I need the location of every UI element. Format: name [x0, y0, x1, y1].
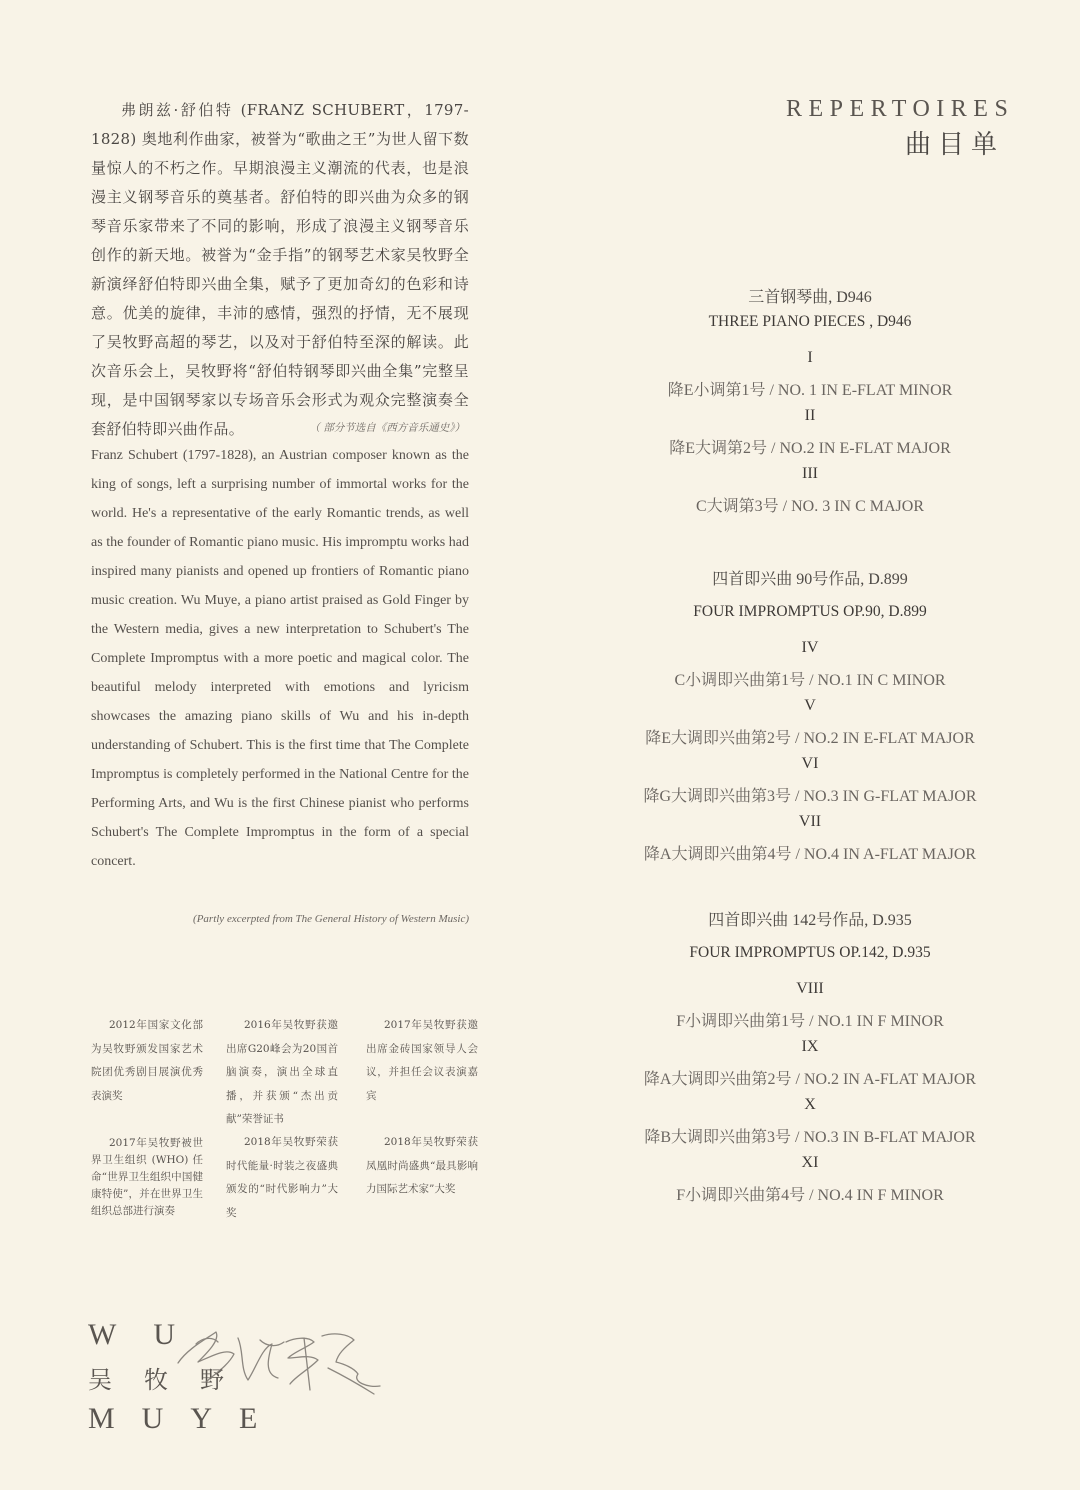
group-title-cn: 三首钢琴曲, D946 — [748, 289, 872, 306]
piece-number: III — [802, 465, 818, 482]
group-title-cn: 四首即兴曲 90号作品, D.899 — [712, 571, 908, 588]
piece-number: XI — [801, 1154, 819, 1171]
group-title-en: FOUR IMPROMPTUS OP.142, D.935 — [689, 944, 931, 961]
piece-number: IV — [801, 639, 819, 656]
repertoire-heading-chinese: 曲目单 — [904, 130, 1004, 160]
piece-name: 降G大调即兴曲第3号 / NO.3 IN G-FLAT MAJOR — [643, 788, 977, 805]
group-title-en: THREE PIANO PIECES , D946 — [708, 313, 912, 330]
name-chinese: 吴牧野 — [88, 1368, 256, 1394]
piece-name: 降E大调第2号 / NO.2 IN E-FLAT MAJOR — [669, 440, 951, 457]
piece-number: X — [804, 1096, 816, 1113]
piece-name: F小调即兴曲第4号 / NO.4 IN F MINOR — [676, 1187, 944, 1204]
piece-number: VIII — [796, 980, 824, 997]
piece-number: II — [804, 407, 816, 424]
piece-name: 降A大调即兴曲第4号 / NO.4 IN A-FLAT MAJOR — [643, 846, 977, 863]
name-muye: MUYE — [88, 1402, 285, 1435]
piece-name: 降E大调即兴曲第2号 / NO.2 IN E-FLAT MAJOR — [645, 730, 975, 747]
group-title-cn: 四首即兴曲 142号作品, D.935 — [708, 912, 912, 929]
piece-name: C小调即兴曲第1号 / NO.1 IN C MINOR — [674, 672, 946, 689]
biography-english-source: (Partly excerpted from The General History of Western Music) — [193, 913, 469, 925]
piece-name: 降B大调即兴曲第3号 / NO.3 IN B-FLAT MAJOR — [644, 1129, 976, 1146]
award-2017-brics: 2017年吴牧野获邀出席金砖国家领导人会议，并担任会议表演嘉宾 — [366, 1019, 478, 1102]
piece-name: 降E小调第1号 / NO. 1 IN E-FLAT MINOR — [667, 382, 953, 399]
piece-number: I — [807, 349, 813, 366]
biography-chinese: 弗朗兹·舒伯特 (FRANZ SCHUBERT，1797-1828) 奥地利作曲家，被誉为“歌曲之王”为世人留下数量惊人的不朽之作。早期浪漫主义潮流的代表，也是浪漫主义钢琴音乐的奠基者。舒伯特的即兴曲为众多的钢琴音乐家带来了不同的影响，形成了浪漫主义钢琴音乐创作的新天地。被誉为“金手指”的钢琴艺术家吴牧野全新演绎舒伯特即兴曲全集，赋予了更加奇幻的色彩和诗意。优美的旋律，丰沛的感情，强烈的抒情，无不展现了吴牧野高超的琴艺，以及对于舒伯特至深的解读。此次音乐会上，吴牧野将“舒伯特钢琴即兴曲全集”完整呈现，是中国钢琴家以专场音乐会形式为观众完整演奏全套舒伯特即兴曲作品。 — [91, 101, 469, 438]
piece-name: C大调第3号 / NO. 3 IN C MAJOR — [695, 498, 925, 515]
piece-number: VI — [801, 755, 819, 772]
award-2016: 2016年吴牧野获邀出席G20峰会为20国首脑演奏，演出全球直播，并获颁“杰出贡献”荣誉证书 — [226, 1019, 338, 1125]
biography-english: Franz Schubert (1797-1828), an Austrian composer known as the king of songs, left a surprising number of immortal works for the world. He's a representative of the early Romantic trends, as well as the founder of Romantic piano music. His impromptu works had inspired many pianists and opened up frontiers of Romantic piano music creation. Wu Muye, a piano artist praised as Gold Finger by the Western media, gives a new interpretation to Schubert's The Complete Impromptus with a more poetic and magical color. The beautiful melody interpreted with emotions and lyricism showcases the amazing piano skills of Wu and his in-depth understanding of Schubert. This is the first time that The Complete Impromptus is completely performed in the National Centre for the Performing Arts, and Wu is the first Chinese pianist who performs Schubert's The Complete Impromptus in the form of a special concert. — [91, 448, 469, 869]
award-2018-fashion: 2018年吴牧野荣获时代能量·时装之夜盛典颁发的“时代影响力”大奖 — [226, 1136, 338, 1219]
group-title-en: FOUR IMPROMPTUS OP.90, D.899 — [693, 603, 927, 620]
award-2017-who: 2017年吴牧野被世界卫生组织 (WHO) 任命“世界卫生组织中国健康特使”，并在世界卫生组织总部进行演奏 — [91, 1137, 203, 1217]
piece-name: F小调即兴曲第1号 / NO.1 IN F MINOR — [676, 1013, 944, 1030]
award-2018-phoenix: 2018年吴牧野荣获凤凰时尚盛典“最具影响力国际艺术家”大奖 — [366, 1136, 478, 1195]
handwritten-signature — [168, 1318, 388, 1408]
piece-number: VII — [798, 813, 822, 830]
award-2012: 2012年国家文化部为吴牧野颁发国家艺术院团优秀剧目展演优秀表演奖 — [91, 1019, 203, 1102]
piece-name: 降A大调即兴曲第2号 / NO.2 IN A-FLAT MAJOR — [643, 1071, 977, 1088]
piece-number: IX — [801, 1038, 819, 1055]
name-wu: WU — [88, 1318, 212, 1351]
piece-number: V — [804, 697, 816, 714]
repertoire-heading: REPERTOIRES — [786, 96, 1015, 122]
biography-chinese-source: （ 部分节选自《西方音乐通史》） — [309, 422, 465, 434]
